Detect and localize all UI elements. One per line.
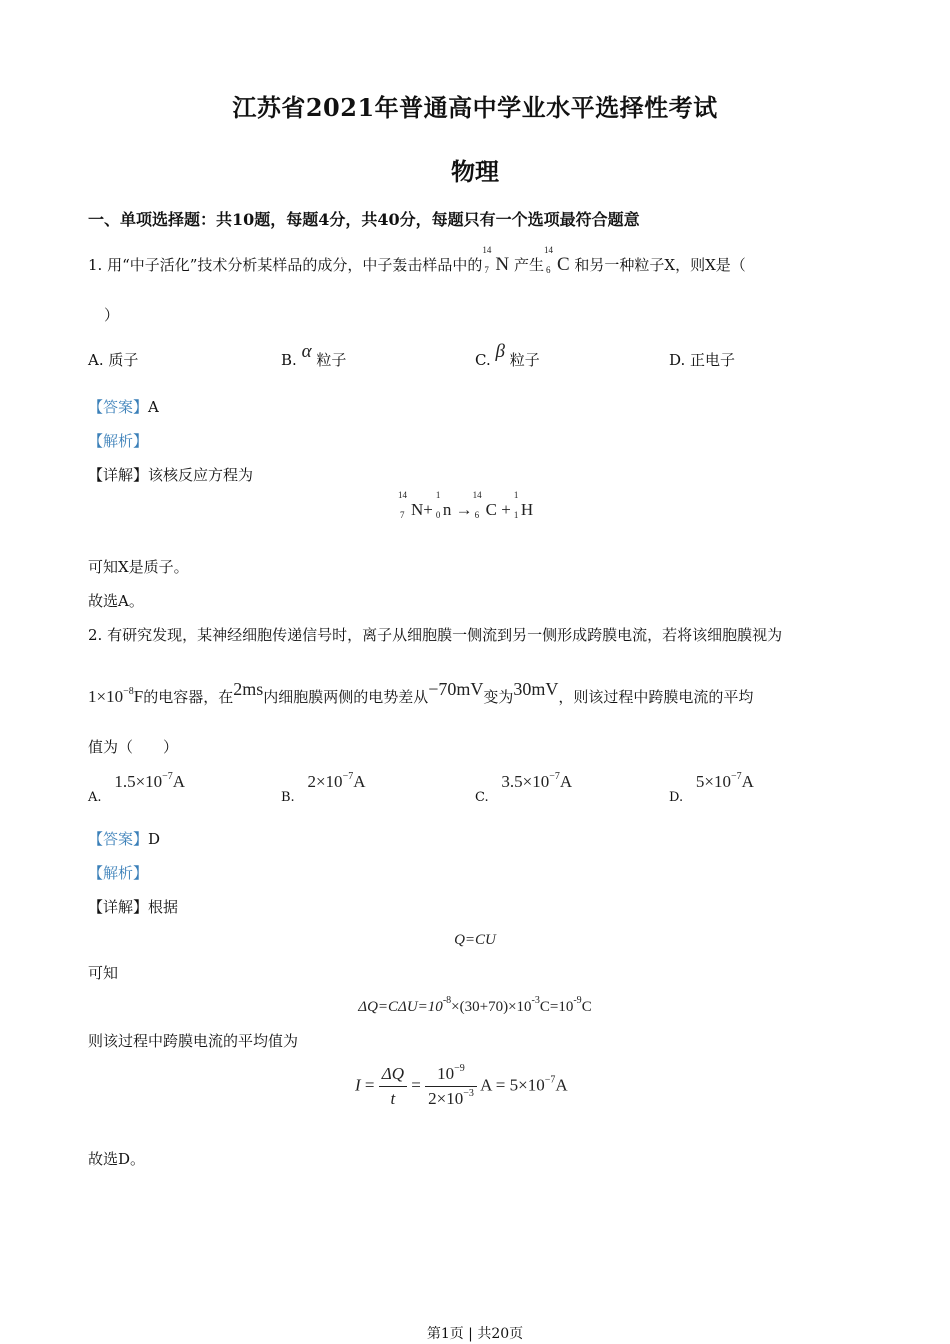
page-footer: 第1页 | 共20页 (426, 1326, 524, 1342)
q1-stem-close: ） (104, 306, 120, 324)
q2-analysis-tag: 【解析】 (88, 864, 149, 882)
formula-delta-q: $\Delta Q=C\Delta U=10^{-8}\times(30+70)\times 10^{-3}C=10^{-9}C$ (358, 995, 592, 1015)
formula-q-cu: Q=CU (454, 932, 496, 948)
voltage-to: 30mV (513, 679, 559, 699)
q2-avg-text: 则该过程中跨膜电流的平均值为 (88, 1032, 299, 1050)
q2-answer: 【答案】D (88, 830, 161, 848)
q2-option-b: B. $2\times 10^{-7}A$ (281, 771, 366, 805)
q1-option-b: B. α 粒子 (281, 341, 347, 369)
q2-option-a: A. $1.5\times 10^{-7}A$ (88, 771, 186, 805)
capacitance-value: $1\times 10^{-8}F$ (88, 686, 144, 706)
q1-option-d: D. 正电子 (669, 351, 736, 369)
q1-answer: 【答案】A (88, 398, 159, 416)
time-value: 2ms (233, 679, 264, 699)
voltage-from: −70mV (428, 679, 484, 699)
fraction-dq-dt: $\frac{\Delta Q}{t}$ (379, 1064, 407, 1109)
q2-ke-zhi: 可知 (88, 964, 119, 982)
subject-title: 物理 (451, 157, 499, 186)
formula-average-current: I = $\frac{\Delta Q}{t}$ = $\frac{10^{-9}}{2\times 10^{-3}}$ $A = 5\times 10^{-7}A$ (355, 1063, 568, 1108)
q2-option-d: D. $5\times 10^{-7}A$ (669, 771, 754, 805)
beta-symbol: β (495, 341, 505, 362)
q1-detail: 【详解】该核反应方程为 (88, 466, 254, 484)
q2-stem-line1: 2. 有研究发现，某神经细胞传递信号时，离子从细胞膜一侧流到另一侧形成跨膜电流，若将该细胞膜视为 (88, 626, 783, 644)
exam-title: 江苏省2021年普通高中学业水平选择性考试 (232, 93, 718, 122)
q2-stem-line2: $1\times 10^{-8}F$的电容器，在2ms内细胞膜两侧的电势差从−70mV变为30mV，则该过程中跨膜电流的平均 (88, 679, 754, 706)
q1-option-c: C. β 粒子 (475, 341, 540, 369)
q2-stem-line3: 值为（ ） (88, 738, 179, 756)
carbon-14-isotope: 14 6 C (543, 245, 570, 275)
q1-nuclear-equation: 14 7 N+ 1 0 n → 14 6 C + 1 1 H (398, 490, 534, 520)
q2-option-c: C. $3.5\times 10^{-7}A$ (475, 771, 573, 805)
q1-analysis-tag: 【解析】 (88, 432, 149, 450)
q2-choose: 故选D。 (88, 1150, 146, 1168)
q2-detail: 【详解】根据 (88, 898, 179, 916)
q1-conclusion: 可知X是质子。 (88, 558, 189, 576)
fraction-numeric: $\frac{10^{-9}}{2\times 10^{-3}}$ (425, 1064, 477, 1109)
q1-choose: 故选A。 (88, 592, 144, 610)
alpha-symbol: α (301, 341, 312, 362)
q1-option-a: A. 质子 (88, 351, 139, 369)
q1-stem: 1. 用“中子活化”技术分析某样品的成分，中子轰击样品中的 14 7 N 产生 14 6 C 和另一种粒子X，则X是（ (88, 245, 746, 275)
nitrogen-14-isotope: 14 7 N (482, 245, 510, 275)
section-heading: 一、单项选择题：共10题，每题4分，共40分，每题只有一个选项最符合题意 (88, 210, 640, 229)
